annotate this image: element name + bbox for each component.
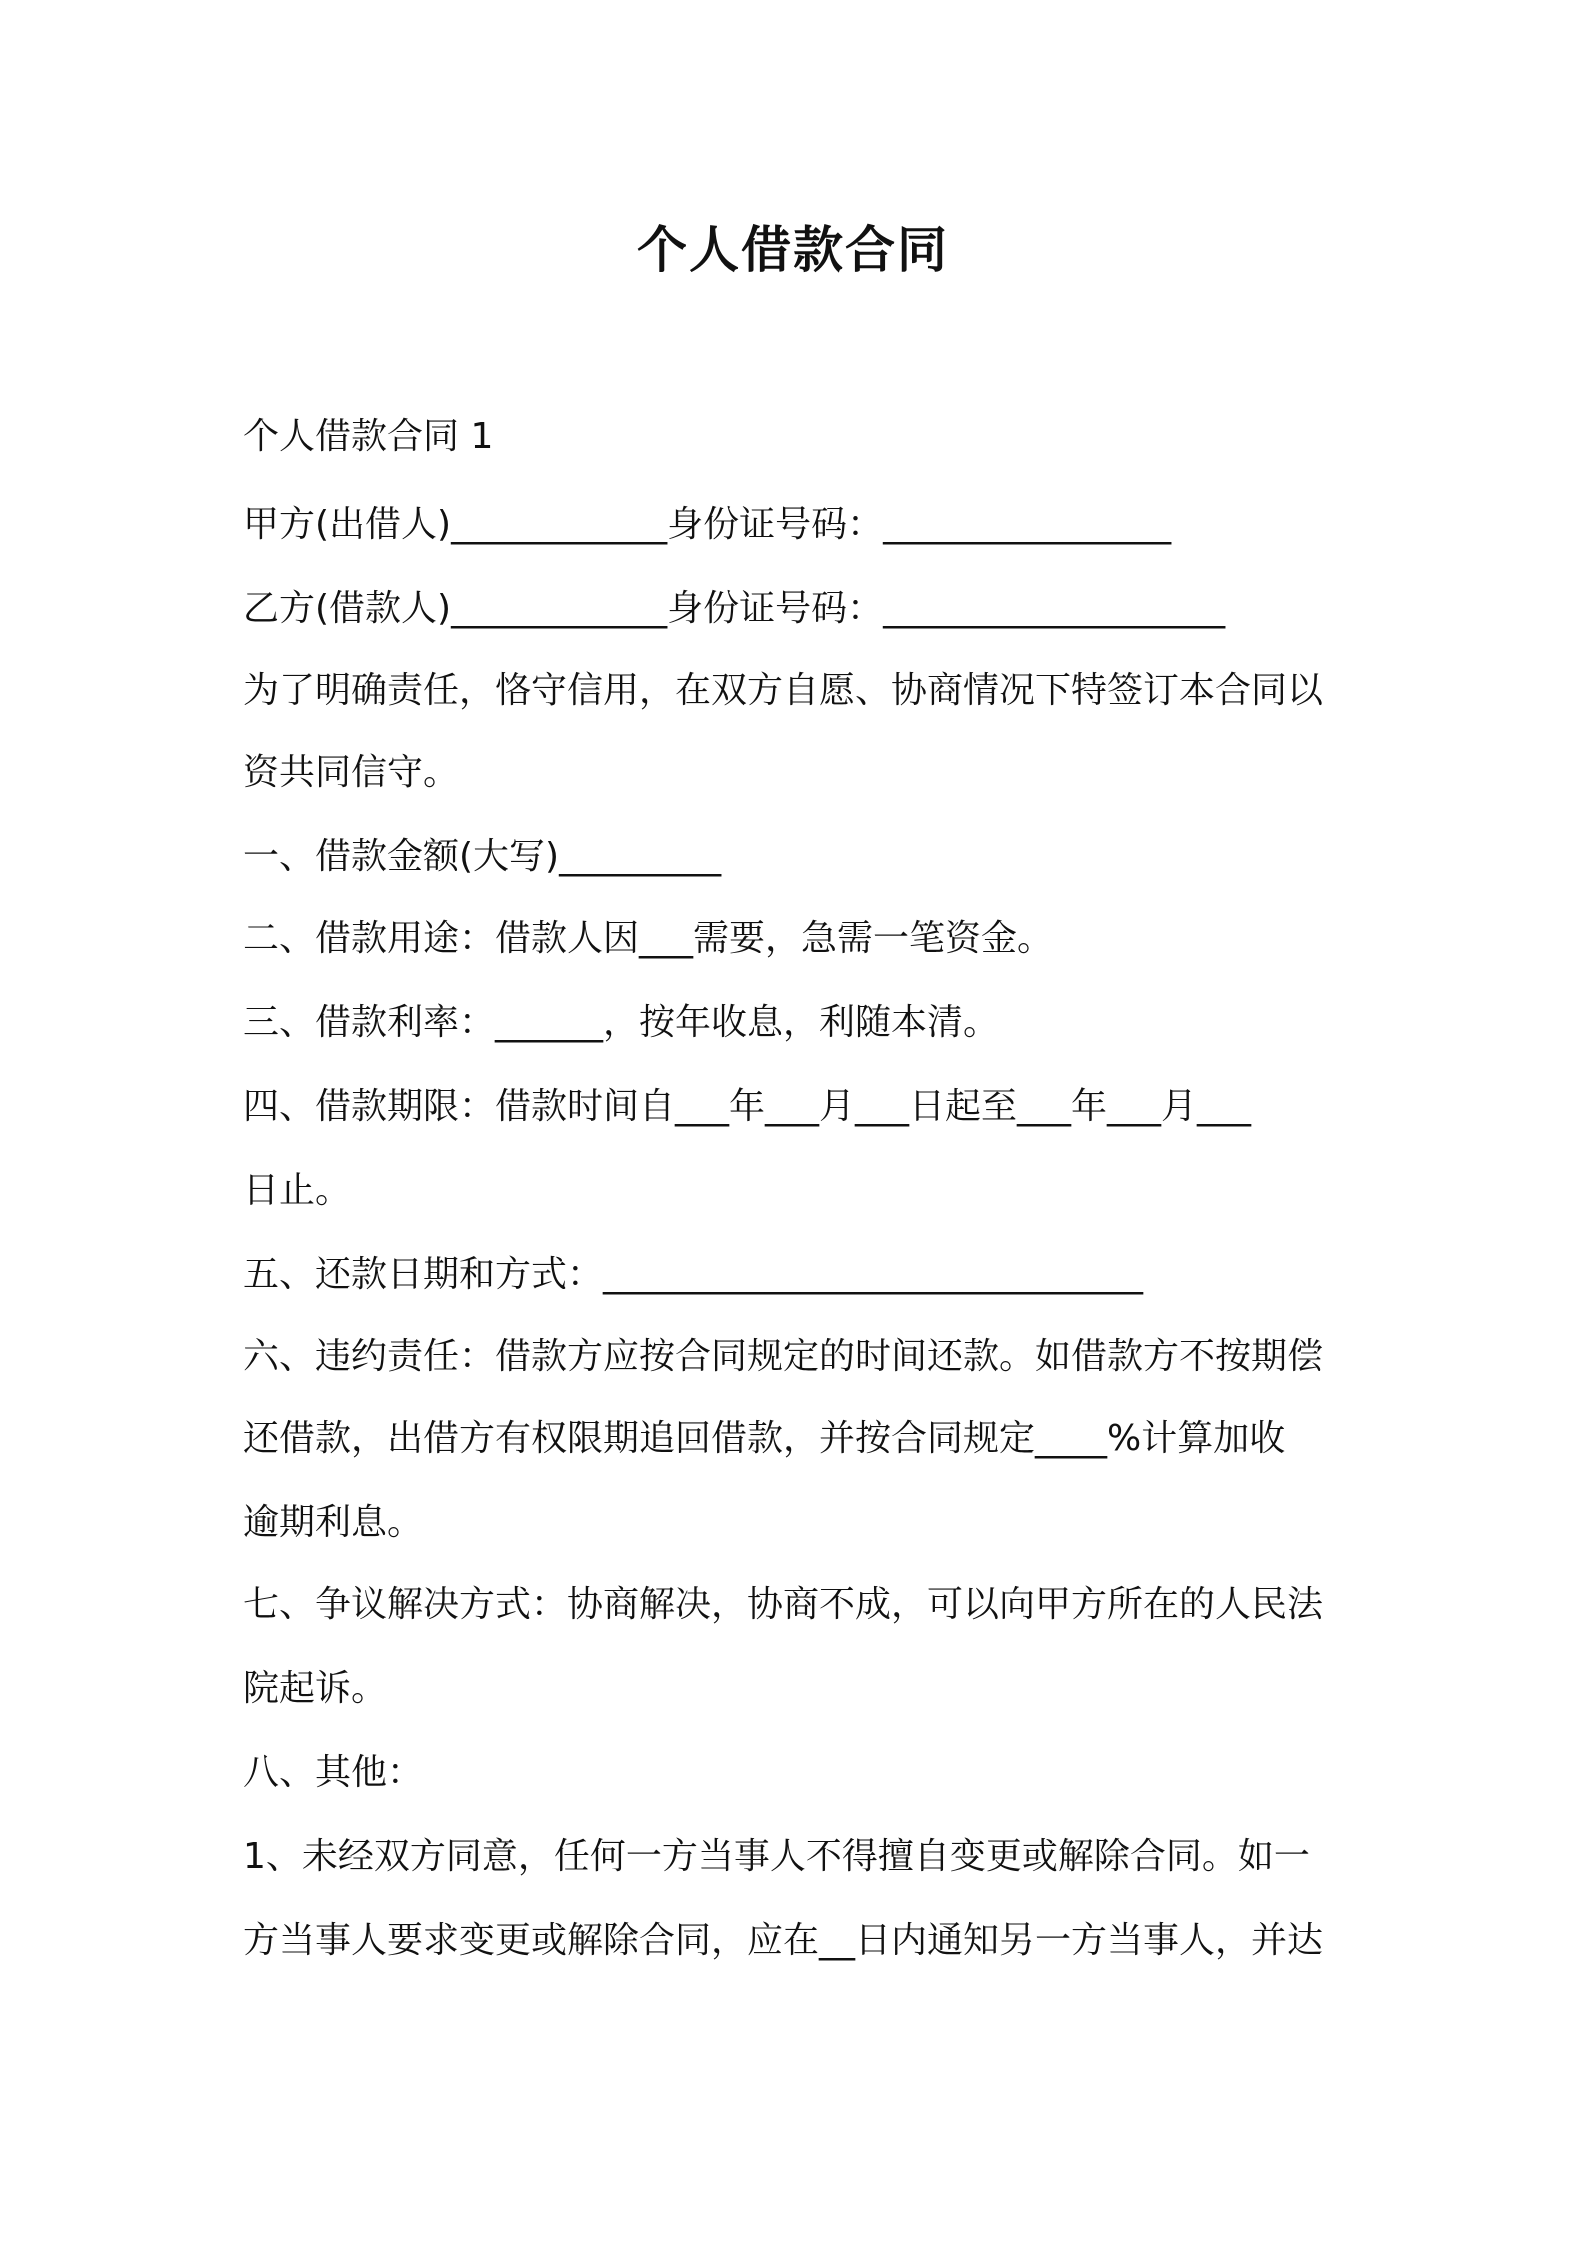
clause-7-line-2: 院起诉。	[243, 1668, 388, 1709]
clause-5: 五、还款日期和方式：______________________________	[243, 1254, 1144, 1295]
preamble-line-1: 为了明确责任，恪守信用，在双方自愿、协商情况下特签订本合同以	[243, 670, 1324, 711]
clause-1: 一、借款金额(大写)_________	[243, 836, 722, 877]
clause-4-line-2: 日止。	[243, 1170, 352, 1211]
clause-4-line-1: 四、借款期限：借款时间自___年___月___日起至___年___月___	[243, 1086, 1252, 1127]
clause-8-item-1-line-2: 方当事人要求变更或解除合同，应在__日内通知另一方当事人，并达	[243, 1920, 1324, 1961]
party-a-line: 甲方(出借人)____________身份证号码：________________	[243, 504, 1172, 545]
clause-8-item-1-line-1: 1、未经双方同意，任何一方当事人不得擅自变更或解除合同。如一	[243, 1836, 1310, 1877]
clause-6-line-2: 还借款，出借方有权限期追回借款，并按合同规定____%计算加收	[243, 1418, 1286, 1459]
clause-3: 三、借款利率：______，按年收息，利随本清。	[243, 1002, 1000, 1043]
preamble-line-2: 资共同信守。	[243, 752, 460, 793]
clause-7-line-1: 七、争议解决方式：协商解决，协商不成，可以向甲方所在的人民法	[243, 1584, 1324, 1625]
clause-8-heading: 八、其他：	[243, 1752, 424, 1793]
clause-6-line-3: 逾期利息。	[243, 1502, 424, 1543]
party-b-line: 乙方(借款人)____________身份证号码：___________________	[243, 588, 1226, 629]
document-title: 个人借款合同	[637, 221, 949, 279]
clause-2: 二、借款用途：借款人因___需要，急需一笔资金。	[243, 918, 1054, 959]
clause-6-line-1: 六、违约责任：借款方应按合同规定的时间还款。如借款方不按期偿	[243, 1336, 1324, 1377]
contract-subtitle: 个人借款合同 1	[243, 416, 494, 457]
